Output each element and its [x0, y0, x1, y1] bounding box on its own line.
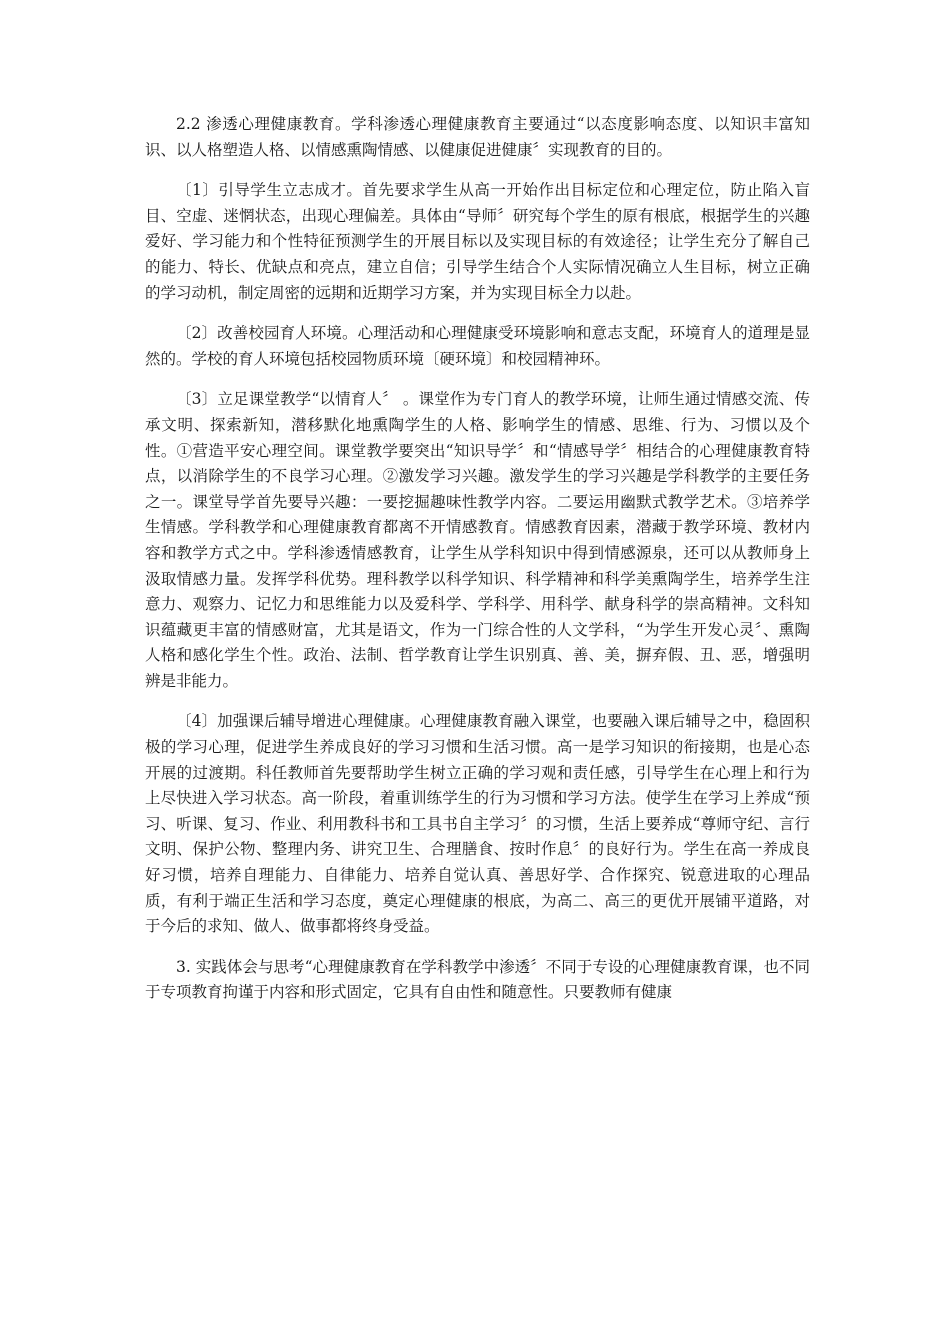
paragraph-item-4: 〔4〕加强课后辅导增进心理健康。心理健康教育融入课堂，也要融入课后辅导之中，稳固积极的学习心理，促进学生养成良好的学习习惯和生活习惯。高一是学习知识的衔接期，也是心态开展的过渡期。科任教师首先要帮助学生树立正确的学习观和责任感，引导学生在心理上和行为上尽快进入学习状态。高一阶段，着重训练学生的行为习惯和学习方法。使学生在学习上养成“预习、听课、复习、作业、利用教科书和工具书自主学习〞的习惯，生活上要养成“尊师守纪、言行文明、保护公物、整理内务、讲究卫生、合理膳食、按时作息〞的良好行为。学生在高一养成良好习惯，培养自理能力、自律能力、培养自觉认真、善思好学、合作探究、锐意进取的心理品质，有利于端正生活和学习态度，奠定心理健康的根底，为高二、高三的更优开展铺平道路，对于今后的求知、做人、做事都将终身受益。 [145, 712, 810, 936]
paragraph-2-2: 2.2 渗透心理健康教育。学科渗透心理健康教育主要通过“以态度影响态度、以知识丰富知识、以人格塑造人格、以情感熏陶情感、以健康促进健康〞实现教育的目的。 [145, 115, 810, 159]
paragraph-item-3: 〔3〕立足课堂教学“以情育人〞 。课堂作为专门育人的教学环境，让师生通过情感交流、传承文明、探索新知，潜移默化地熏陶学生的人格、影响学生的情感、思维、行为、习惯以及个性。①营造平安心理空间。课堂教学要突出“知识导学〞和“情感导学〞相结合的心理健康教育特点，以消除学生的不良学习心理。②激发学习兴趣。激发学生的学习兴趣是学科教学的主要任务之一。课堂导学首先要导兴趣：一要挖掘趣味性教学内容。二要运用幽默式教学艺术。③培养学生情感。学科教学和心理健康教育都离不开情感教育。情感教育因素，潜藏于教学环境、教材内容和教学方式之中。学科渗透情感教育，让学生从学科知识中得到情感源泉，还可以从教师身上汲取情感力量。发挥学科优势。理科教学以科学知识、科学精神和科学美熏陶学生，培养学生注意力、观察力、记忆力和思维能力以及爱科学、学科学、用科学、献身科学的崇高精神。文科知识蕴藏更丰富的情感财富，尤其是语文，作为一门综合性的人文学科，“为学生开发心灵〞、熏陶人格和感化学生个性。政治、法制、哲学教育让学生识别真、善、美，摒弃假、丑、恶，增强明辨是非能力。 [145, 390, 810, 690]
paragraph-gap [145, 372, 810, 387]
paragraph-item-1: 〔1〕引导学生立志成才。首先要求学生从高一开始作出目标定位和心理定位，防止陷入盲目、空虚、迷惘状态，出现心理偏差。具体由“导师〞研究每个学生的原有根底，根据学生的兴趣爱好、学习能力和个性特征预测学生的开展目标以及实现目标的有效途径；让学生充分了解自己的能力、特长、优缺点和亮点，建立自信；引导学生结合个人实际情况确立人生目标，树立正确的学习动机，制定周密的远期和近期学习方案，并为实现目标全力以赴。 [145, 181, 810, 302]
paragraph-gap [145, 306, 810, 321]
paragraph-item-2: 〔2〕改善校园育人环境。心理活动和心理健康受环境影响和意志支配，环境育人的道理是显然的。学校的育人环境包括校园物质环境〔硬环境〕和校园精神环。 [145, 324, 810, 368]
paragraph-gap [145, 940, 810, 955]
paragraph-gap [145, 694, 810, 709]
paragraph-section-3: 3. 实践体会与思考“心理健康教育在学科教学中渗透〞不同于专设的心理健康教育课，也不同于专项教育拘谨于内容和形式固定，它具有自由性和随意性。只要教师有健康 [145, 957, 810, 1002]
paragraph-gap [145, 163, 810, 178]
document-body [145, 112, 810, 1006]
